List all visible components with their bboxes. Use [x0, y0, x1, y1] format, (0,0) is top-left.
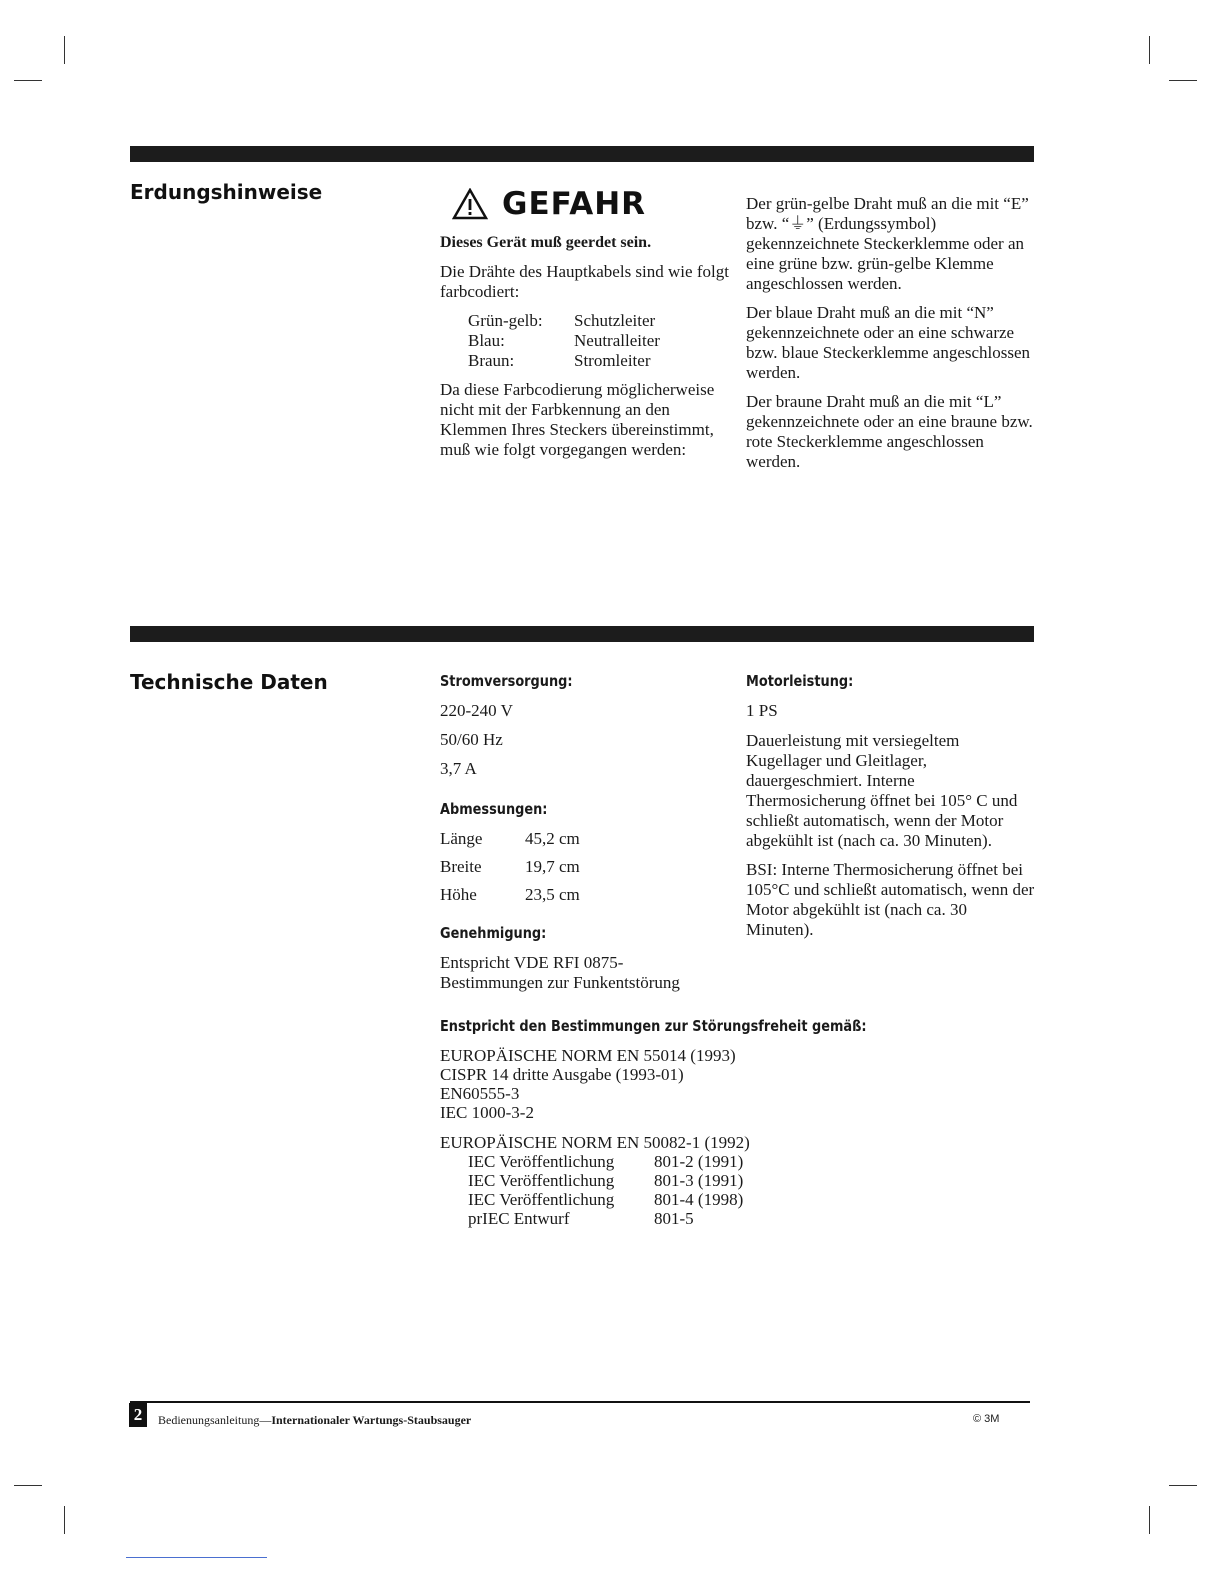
dimensions-table: [440, 829, 730, 905]
color-code-label: Braun:: [468, 351, 515, 370]
section-title-technical: Technische Daten: [130, 670, 328, 694]
footer-prefix: Bedienungsanleitung—: [158, 1413, 272, 1427]
crop-mark: [1169, 80, 1197, 81]
norm-name: IEC Veröffentlichung: [468, 1190, 615, 1209]
dimension-label: Breite: [440, 857, 482, 876]
power-current: 3,7 A: [440, 759, 477, 778]
color-code-label: Grün-gelb:: [468, 311, 543, 330]
danger-heading: [452, 186, 646, 222]
approval-text: Entspricht VDE RFI 0875-Bestimmungen zur Funkentstörung: [440, 953, 680, 992]
wires-intro: Die Drähte des Hauptkabels sind wie folgt farbcodiert:: [440, 262, 729, 301]
norm-line: IEC 1000-3-2: [440, 1103, 534, 1122]
motor-power: 1 PS: [746, 701, 778, 720]
power-supply-heading: Stromversorgung:: [440, 672, 573, 690]
crop-mark: [1169, 1485, 1197, 1486]
norm-group-title: EUROPÄISCHE NORM EN 50082-1 (1992): [440, 1133, 750, 1152]
dimension-value: 19,7 cm: [525, 857, 580, 876]
dimension-label: Höhe: [440, 885, 477, 904]
norm-line: CISPR 14 dritte Ausgabe (1993-01): [440, 1065, 684, 1084]
interference-section: [440, 1017, 1000, 1228]
copyright: © 3M: [973, 1413, 1000, 1425]
norm-name: IEC Veröffentlichung: [468, 1171, 615, 1190]
crop-mark: [1149, 36, 1150, 64]
norm-name: IEC Veröffentlichung: [468, 1152, 615, 1171]
crop-mark: [14, 1485, 42, 1486]
norm-line: EUROPÄISCHE NORM EN 55014 (1993): [440, 1046, 736, 1065]
norm-name: prIEC Entwurf: [468, 1209, 570, 1228]
instruction-brown: Der braune Draht muß an die mit “L” gekennzeichnete oder an eine braune bzw. rote Steckerklemme angeschlossen werden.: [746, 392, 1033, 471]
warning-triangle-icon: [452, 188, 488, 220]
color-code-label: Blau:: [468, 331, 505, 350]
norm-code: 801-4 (1998): [654, 1190, 744, 1209]
color-code-meaning: Neutralleiter: [574, 331, 660, 350]
page-number: 2: [129, 1403, 147, 1427]
crop-mark: [1149, 1506, 1150, 1534]
color-code-meaning: Schutzleiter: [574, 311, 656, 330]
instruction-green-yellow: Der grün-gelbe Draht muß an die mit “E” bzw. “⏚” (Erdungssymbol) gekennzeichnete Steckerklemme oder an eine grüne bzw. grün-gelbe Klemme angeschlossen werden.: [746, 194, 1029, 293]
grounding-column-right: [746, 194, 1036, 481]
dimension-label: Länge: [440, 829, 483, 848]
motor-bsi: BSI: Interne Thermosicherung öffnet bei 105°C und schließt automatisch, wenn der Motor abgekühlt ist (nach ca. 30 Minuten).: [746, 860, 1035, 939]
color-code-meaning: Stromleiter: [574, 351, 651, 370]
dimension-value: 23,5 cm: [525, 885, 580, 904]
instruction-blue: Der blaue Draht muß an die mit “N” gekennzeichnete oder an eine schwarze bzw. blaue Steckerklemme angeschlossen werden.: [746, 303, 1031, 382]
crop-mark: [64, 1506, 65, 1534]
link-underline: [126, 1557, 267, 1558]
crop-mark: [14, 80, 42, 81]
motor-heading: Motorleistung:: [746, 672, 854, 690]
norm-code: 801-2 (1991): [654, 1152, 744, 1171]
norm-code: 801-5: [654, 1209, 694, 1228]
motor-description: Dauerleistung mit versiegeltem Kugellager und Gleitlager, dauergeschmiert. Interne Thermosicherung öffnet bei 105° C und schließt automatisch, wenn der Motor abgekühlt ist (nach ca. 30 Minuten).: [746, 731, 1018, 850]
footer-manual-title: [158, 1413, 471, 1428]
technical-column-left: [440, 671, 730, 993]
grounding-column-left: [440, 233, 730, 469]
procedure-intro: Da diese Farbcodierung möglicherweise nicht mit der Farbkennung an den Klemmen Ihres Steckers übereinstimmt, muß wie folgt vorgegangen werden:: [440, 380, 715, 459]
interference-heading: Enstpricht den Bestimmungen zur Störungsfreheit gemäß:: [440, 1017, 867, 1035]
approval-heading: Genehmigung:: [440, 924, 547, 942]
power-voltage: 220-240 V: [440, 701, 513, 720]
norm-line: EN60555-3: [440, 1084, 520, 1103]
technical-column-right: [746, 671, 1036, 949]
color-code-table: [468, 311, 730, 371]
footer-rule: [130, 1401, 1030, 1403]
dimensions-heading: Abmessungen:: [440, 800, 548, 818]
crop-mark: [64, 36, 65, 64]
power-frequency: 50/60 Hz: [440, 730, 503, 749]
norm-table: [468, 1152, 1000, 1228]
section-divider-bar: [130, 626, 1034, 642]
danger-label: GEFAHR: [502, 186, 647, 222]
grounding-requirement: Dieses Gerät muß geerdet sein.: [440, 234, 652, 251]
dimension-value: 45,2 cm: [525, 829, 580, 848]
section-title-grounding: Erdungshinweise: [130, 180, 323, 204]
section-divider-bar: [130, 146, 1034, 162]
norm-code: 801-3 (1991): [654, 1171, 744, 1190]
footer-title: Internationaler Wartungs-Staubsauger: [271, 1413, 472, 1427]
